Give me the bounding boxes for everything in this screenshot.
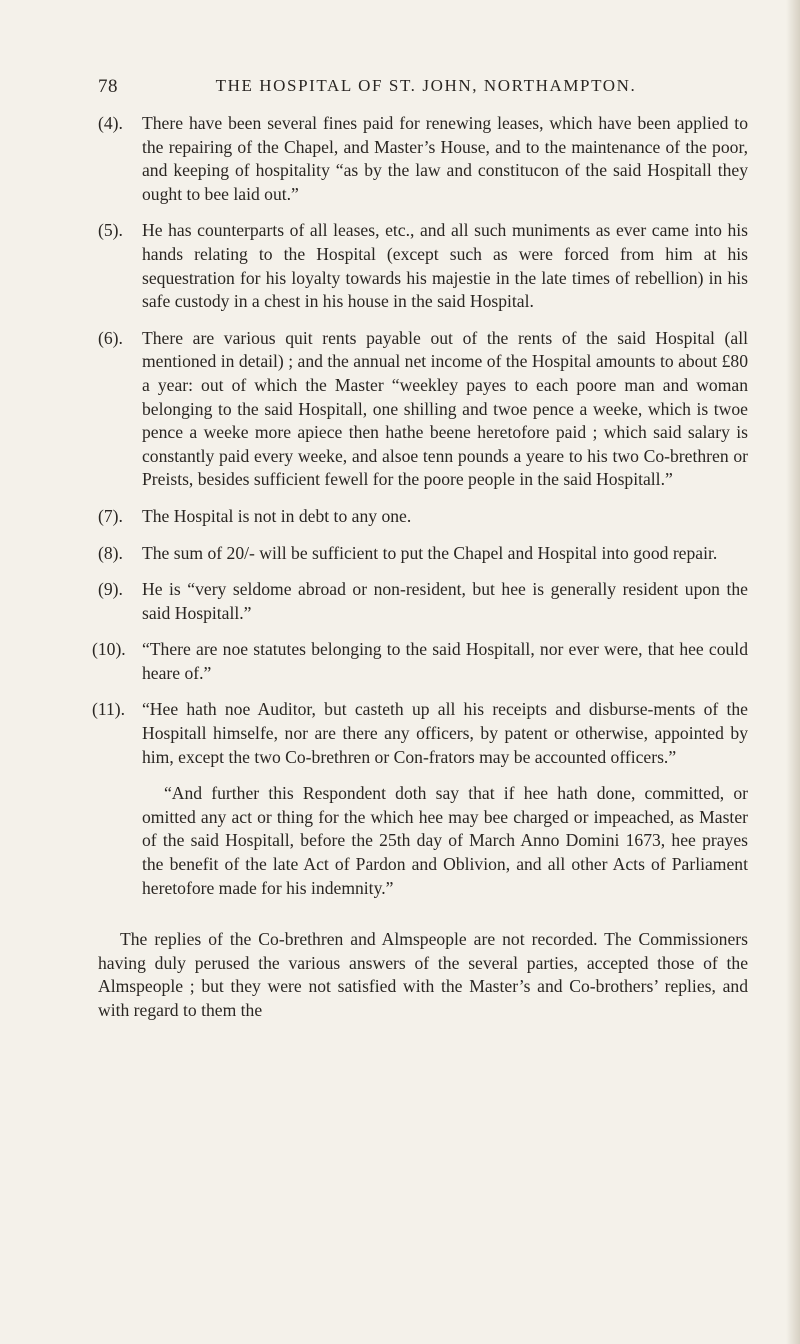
list-item — [98, 505, 748, 529]
page-number: 78 — [98, 76, 118, 97]
item-text: There have been several fines paid for renewing leases, which have been applied to the repairing of the Chapel, and Master’s House, and to the maintenance of the poor, and keeping of hospitality “as by the law and constitucon of the said Hospitall they ought to bee laid out.” — [142, 113, 748, 204]
closing-paragraph: The replies of the Co-brethren and Almspeople are not recorded. The Commissioners having duly perused the various answers of the several parties, accepted those of the Almspeople ; but they were not satisfied with the Master’s and Co-brothers’ replies, and with regard to them the — [98, 929, 748, 1020]
item-number: (5). — [98, 220, 123, 241]
item-text: There are various quit rents payable out of the rents of the said Hospital (all mentioned in detail) ; and the annual net income of the Hospital amounts to about £80 a year: out of which the Master “weekley payes to each poore man and woman belonging to the said Hospitall, one shilling and twoe pence a weeke, which is twoe pence a weeke more apiece then hathe beene heretofore paid ; which said salary is constantly paid every weeke, and alsoe tenn pounds a yeare to his two Co-brethren or Preists, besides sufficient fewell for the poore people in the said Hospitall.” — [142, 327, 748, 490]
item-number: (7). — [98, 505, 123, 526]
list-item — [98, 578, 748, 625]
item-text: “Hee hath noe Auditor, but casteth up all his receipts and disburse-ments of the Hospitall himselfe, nor are there any officers, by patent or otherwise, appointed by him, except the two Co-brethren or Con-frators may be accounted officers.” — [142, 699, 748, 767]
item-text: He has counterparts of all leases, etc., and all such muniments as ever came into his hands relating to the Hospital (except such as were forced from him at his sequestration for his loyalty towards his majestie in the late times of rebellion) in his safe custody in a chest in his house in the said Hospital. — [142, 220, 748, 312]
item-number: (10). — [92, 639, 126, 660]
list-item — [98, 112, 748, 206]
item-text: The sum of 20/- will be sufficient to put the Chapel and Hospital into good repair. — [142, 542, 718, 563]
item-text: He is “very seldome abroad or non-resident, but hee is generally resident upon the said Hospitall.” — [142, 579, 748, 623]
list-item — [92, 638, 748, 685]
item-number: (9). — [98, 579, 123, 600]
running-head: THE HOSPITAL OF ST. JOHN, NORTHAMPTON. — [215, 76, 637, 95]
item-text: The Hospital is not in debt to any one. — [142, 505, 412, 526]
item-number: (8). — [98, 542, 123, 563]
item-text: “There are noe statutes belonging to the said Hospitall, nor ever were, that hee could heare of.” — [142, 639, 748, 683]
item-number: (6). — [98, 327, 123, 348]
page-body — [92, 112, 748, 1023]
list-item — [92, 698, 748, 769]
item-number: (4). — [98, 113, 123, 133]
item-number: (11). — [92, 699, 126, 720]
page-header — [98, 76, 754, 100]
list-item — [98, 327, 748, 492]
page-edge-shadow — [786, 0, 800, 1344]
list-item — [98, 542, 748, 566]
list-item — [98, 219, 748, 313]
continuation-paragraph: “And further this Respondent doth say that if hee hath done, committed, or omitted any act or thing for the which hee may bee charged or impeached, as Master of the said Hospitall, before the 25th day of March Anno Domini 1673, hee prayes the benefit of the late Act of Pardon and Oblivion, and all other Acts of Parliament heretofore made for his indemnity.” — [142, 783, 748, 898]
